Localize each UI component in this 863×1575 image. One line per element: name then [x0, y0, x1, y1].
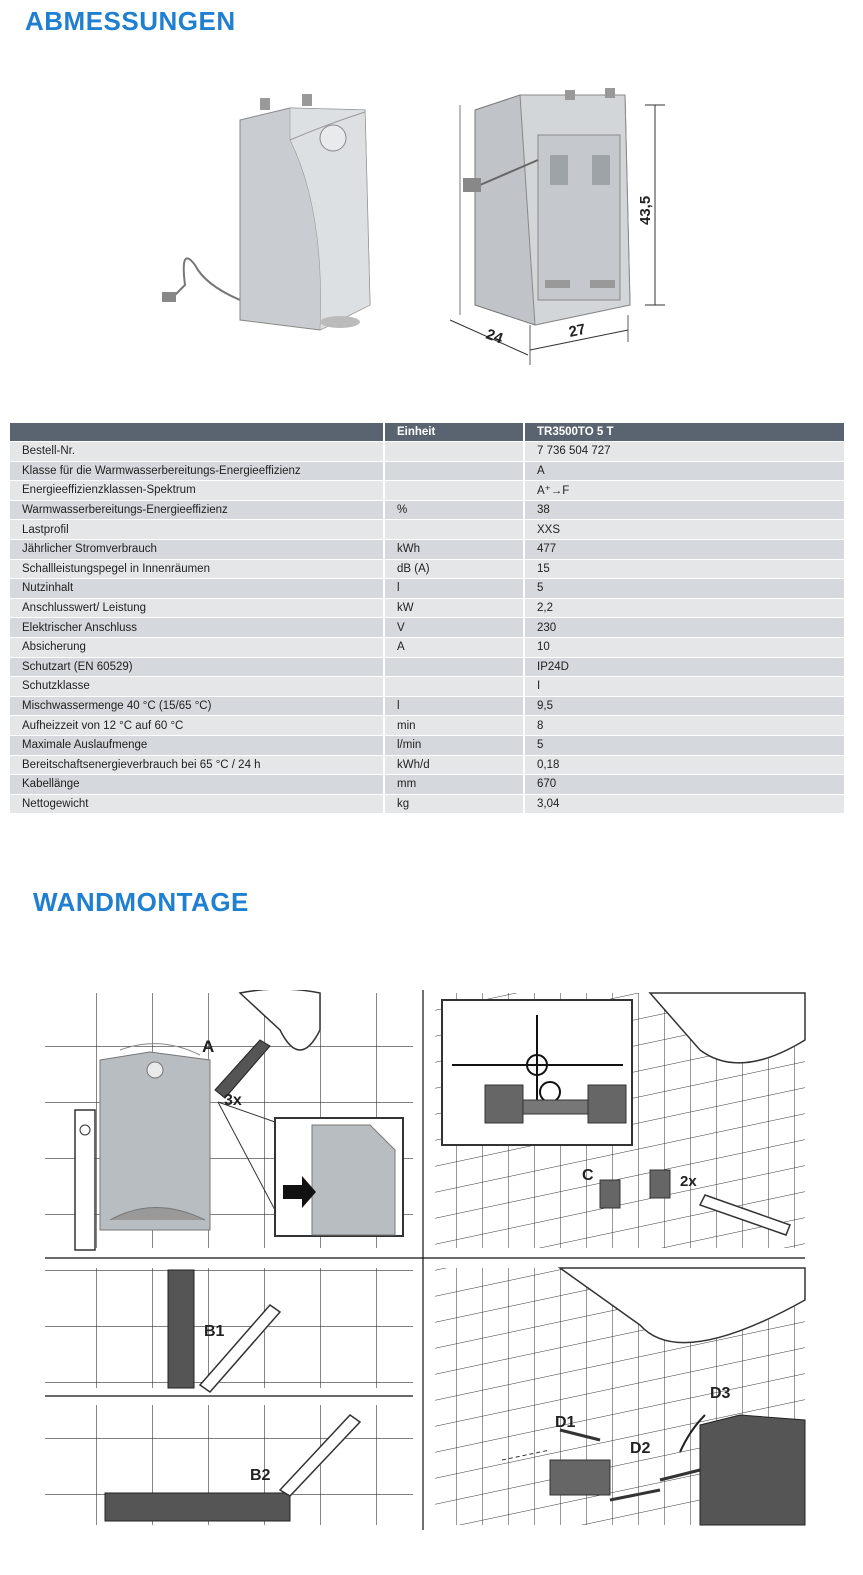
- table-cell: [384, 481, 524, 501]
- section-title-dimensions: ABMESSUNGEN: [25, 6, 236, 36]
- table-cell: Anschlusswert/ Leistung: [10, 598, 384, 618]
- table-cell: 38: [524, 500, 844, 520]
- label-c: C: [582, 1167, 594, 1184]
- table-body: [10, 442, 844, 814]
- table-row: [10, 520, 844, 540]
- label-b1: B1: [204, 1323, 225, 1340]
- table-cell: 2,2: [524, 598, 844, 618]
- table-cell: [384, 657, 524, 677]
- specifications-table: [10, 423, 844, 813]
- table-header-cell: [10, 423, 384, 442]
- step-panel-b1: [45, 1268, 413, 1392]
- table-cell: [384, 677, 524, 697]
- table-cell: I: [524, 677, 844, 697]
- table-cell: V: [384, 618, 524, 638]
- table-cell: A: [384, 637, 524, 657]
- table-cell: Elektrischer Anschluss: [10, 618, 384, 638]
- table-row: [10, 461, 844, 481]
- table-row: [10, 539, 844, 559]
- table-cell: kWh/d: [384, 755, 524, 775]
- table-cell: 8: [524, 716, 844, 736]
- wall-mounting-figure: [40, 990, 810, 1530]
- step-panel-d: [435, 1268, 805, 1525]
- table-cell: Bereitschaftsenergieverbrauch bei 65 °C / 24 h: [10, 755, 384, 775]
- table-row: [10, 677, 844, 697]
- table-cell: IP24D: [524, 657, 844, 677]
- dimensions-figure: [150, 80, 710, 380]
- table-cell: Schutzart (EN 60529): [10, 657, 384, 677]
- table-cell: [384, 520, 524, 540]
- section-title-wall-mounting: WANDMONTAGE: [33, 887, 249, 917]
- table-row: [10, 442, 844, 462]
- table-row: [10, 598, 844, 618]
- table-row: [10, 775, 844, 795]
- table-cell: Warmwasserbereitungs-Energieeffizienz: [10, 500, 384, 520]
- table-header-cell: TR3500TO 5 T: [524, 423, 844, 442]
- label-a-count: 3x: [224, 1092, 242, 1109]
- table-cell: min: [384, 716, 524, 736]
- table-row: [10, 500, 844, 520]
- table-cell: 9,5: [524, 696, 844, 716]
- dimension-height: 43,5: [637, 195, 654, 225]
- table-cell: kg: [384, 794, 524, 813]
- label-b2: B2: [250, 1467, 271, 1484]
- table-row: [10, 481, 844, 501]
- table-cell: Schutzklasse: [10, 677, 384, 697]
- table-cell: Lastprofil: [10, 520, 384, 540]
- table-cell: Jährlicher Stromverbrauch: [10, 539, 384, 559]
- table-row: [10, 794, 844, 813]
- dimension-width: 27: [567, 320, 588, 341]
- table-cell: kW: [384, 598, 524, 618]
- table-cell: Bestell-Nr.: [10, 442, 384, 462]
- table-cell: dB (A): [384, 559, 524, 579]
- table-row: [10, 755, 844, 775]
- table-row: [10, 559, 844, 579]
- table-cell: 477: [524, 539, 844, 559]
- label-d3: D3: [710, 1385, 731, 1402]
- heater-back-illustration: [450, 88, 665, 365]
- table-cell: [384, 442, 524, 462]
- table-row: [10, 657, 844, 677]
- label-d2: D2: [630, 1440, 651, 1457]
- table-cell: 5: [524, 579, 844, 599]
- table-cell: Aufheizzeit von 12 °C auf 60 °C: [10, 716, 384, 736]
- table-cell: Schallleistungspegel in Innenräumen: [10, 559, 384, 579]
- table-cell: kWh: [384, 539, 524, 559]
- table-cell: 5: [524, 735, 844, 755]
- table-cell: l: [384, 579, 524, 599]
- step-panel-b2: [45, 1405, 413, 1525]
- table-cell: Absicherung: [10, 637, 384, 657]
- table-cell: 10: [524, 637, 844, 657]
- table-row: [10, 735, 844, 755]
- table-cell: 670: [524, 775, 844, 795]
- table-cell: Maximale Auslaufmenge: [10, 735, 384, 755]
- table-cell: 15: [524, 559, 844, 579]
- table-row: [10, 618, 844, 638]
- table-cell: Nutzinhalt: [10, 579, 384, 599]
- table-cell: A⁺→F: [524, 481, 844, 501]
- table-row: [10, 637, 844, 657]
- dimension-depth: 24: [483, 325, 506, 348]
- table-cell: 0,18: [524, 755, 844, 775]
- heater-front-illustration: [162, 94, 370, 330]
- table-cell: Nettogewicht: [10, 794, 384, 813]
- table-cell: 7 736 504 727: [524, 442, 844, 462]
- table-cell: [384, 461, 524, 481]
- table-cell: Mischwassermenge 40 °C (15/65 °C): [10, 696, 384, 716]
- table-header-row: [10, 423, 844, 442]
- table-cell: Klasse für die Warmwasserbereitungs-Energieeffizienz: [10, 461, 384, 481]
- label-a: A: [202, 1037, 215, 1056]
- table-row: [10, 579, 844, 599]
- table-row: [10, 716, 844, 736]
- table-cell: l: [384, 696, 524, 716]
- table-cell: XXS: [524, 520, 844, 540]
- table-cell: 3,04: [524, 794, 844, 813]
- table-row: [10, 696, 844, 716]
- label-c-count: 2x: [680, 1173, 697, 1190]
- table-cell: 230: [524, 618, 844, 638]
- label-d1: D1: [555, 1414, 576, 1431]
- table-cell: l/min: [384, 735, 524, 755]
- table-cell: mm: [384, 775, 524, 795]
- table-cell: Energieeffizienzklassen-Spektrum: [10, 481, 384, 501]
- table-cell: Kabellänge: [10, 775, 384, 795]
- table-header-cell: Einheit: [384, 423, 524, 442]
- step-panel-c: [435, 993, 805, 1248]
- table-cell: %: [384, 500, 524, 520]
- table-cell: A: [524, 461, 844, 481]
- step-panel-a: [45, 990, 413, 1250]
